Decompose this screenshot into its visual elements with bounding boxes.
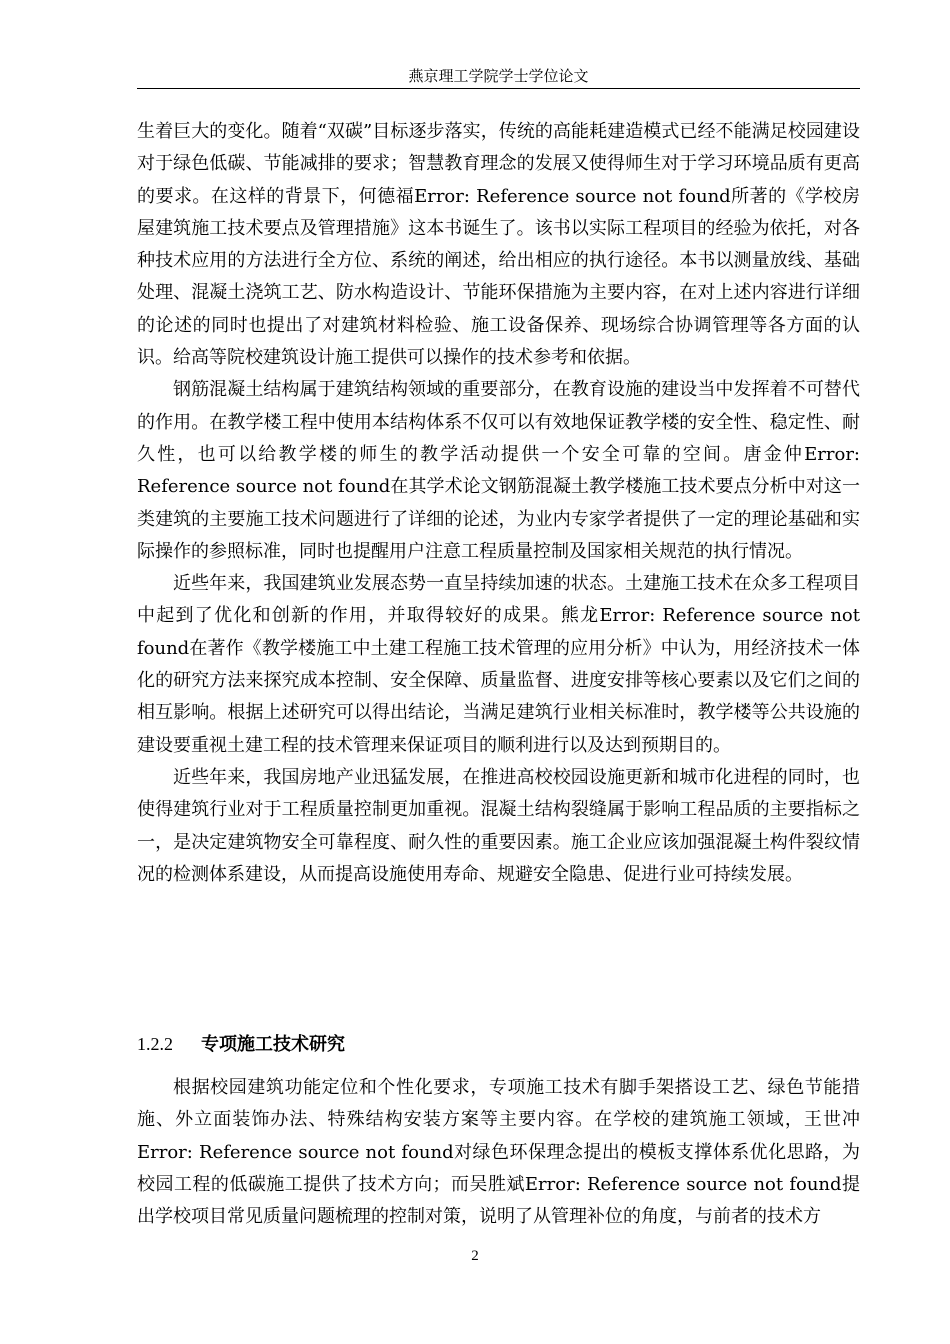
section-number: 1.2.2 [137, 1034, 173, 1054]
section-heading [137, 1032, 860, 1057]
page-header [137, 66, 860, 89]
section-body-text [137, 1072, 860, 1233]
body-text [137, 116, 860, 891]
paragraph-continuation: 生着巨大的变化。随着“双碳”目标逐步落实，传统的高能耗建造模式已经不能满足校园建设对于绿色低碳、节能减排的要求；智慧教育理念的发展又使得师生对于学习环境品质有更高的要求。在这样的背景下，何德福Error: Reference source not found所著的《学校房屋建筑施工技术要点及管理措施》这本书诞生了。该书以实际工程项目的经验为依托，对各种技术应用的方法进行全方位、系统的阐述，给出相应的执行途径。本书以测量放线、基础处理、混凝土浇筑工艺、防水构造设计、节能环保措施为主要内容，在对上述内容进行详细的论述的同时也提出了对建筑材料检验、施工设备保养、现场综合协调管理等各方面的认识。给高等院校建筑设计施工提供可以操作的技术参考和依据。 [137, 121, 860, 369]
paragraph: 钢筋混凝土结构属于建筑结构领域的重要部分，在教育设施的建设当中发挥着不可替代的作用。在教学楼工程中使用本结构体系不仅可以有效地保证教学楼的安全性、稳定性、耐久性，也可以给教学楼的师生的教学活动提供一个安全可靠的空间。唐金仲Error: Reference source not found在其学术论文钢筋混凝土教学楼施工技术要点分析中对这一类建筑的主要施工技术问题进行了详细的论述，为业内专家学者提供了一定的理论基础和实际操作的参照标准，同时也提醒用户注意工程质量控制及国家相关规范的执行情况。 [137, 379, 860, 562]
paragraph: 近些年来，我国建筑业发展态势一直呈持续加速的状态。土建施工技术在众多工程项目中起到了优化和创新的作用，并取得较好的成果。熊龙Error: Reference source not found在著作《教学楼施工中土建工程施工技术管理的应用分析》中认为，用经济技术一体化的研究方法来探究成本控制、安全保障、质量监督、进度安排等核心要素以及它们之间的相互影响。根据上述研究可以得出结论，当满足建筑行业相关标准时，教学楼等公共设施的建设要重视土建工程的技术管理来保证项目的顺利进行以及达到预期目的。 [137, 573, 860, 756]
section-title: 专项施工技术研究 [201, 1034, 345, 1055]
paragraph: 根据校园建筑功能定位和个性化要求，专项施工技术有脚手架搭设工艺、绿色节能措施、外立面装饰办法、特殊结构安装方案等主要内容。在学校的建筑施工领域，王世冲Error: Reference source not found对绿色环保理念提出的模板支撑体系优化思路，为校园工程的低碳施工提供了技术方向；而吴胜斌Error: Reference source not found提出学校项目常见质量问题梳理的控制对策，说明了从管理补位的角度，与前者的技术方 [137, 1077, 860, 1228]
paragraph: 近些年来，我国房地产业迅猛发展，在推进高校校园设施更新和城市化进程的同时，也使得建筑行业对于工程质量控制更加重视。混凝土结构裂缝属于影响工程品质的主要指标之一，是决定建筑物安全可靠程度、耐久性的重要因素。施工企业应该加强混凝土构件裂纹情况的检测体系建设，从而提高设施使用寿命、规避安全隐患、促进行业可持续发展。 [137, 766, 860, 885]
thesis-header-title: 燕京理工学院学士学位论文 [408, 67, 589, 85]
page-number: 2 [471, 1248, 479, 1264]
